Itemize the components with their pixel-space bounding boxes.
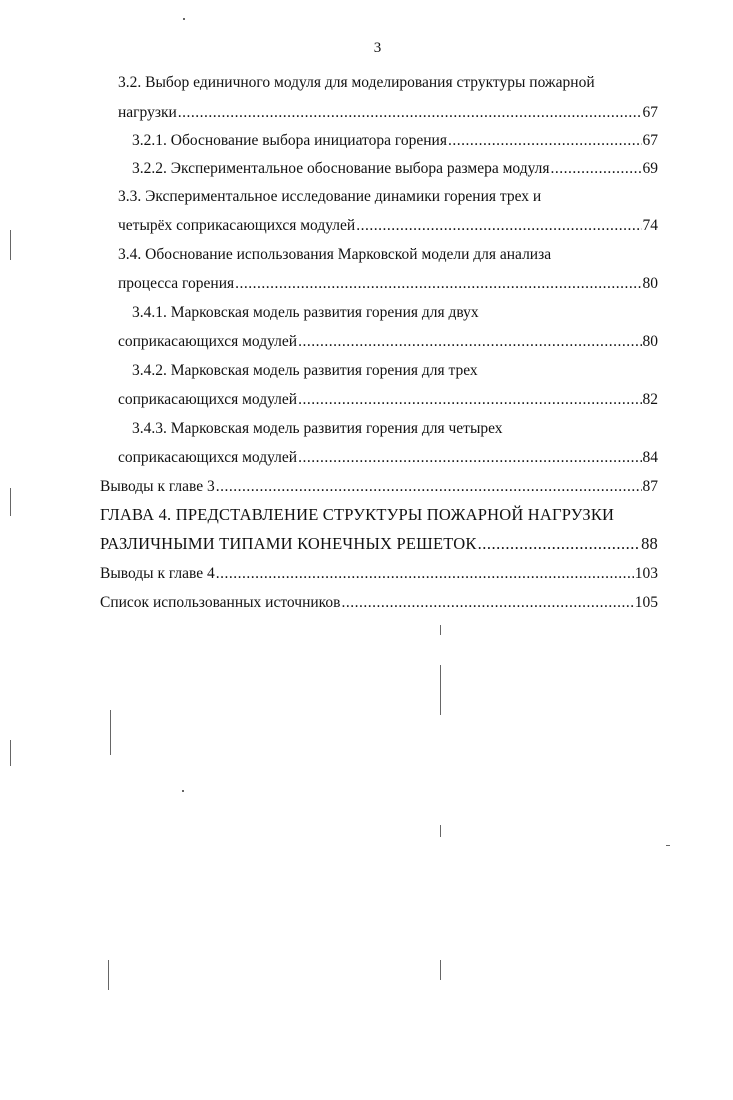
toc-page-number: 84 bbox=[642, 449, 658, 466]
toc-entry-chapter-4[interactable] bbox=[100, 533, 658, 555]
scan-artifact bbox=[108, 960, 109, 990]
toc-entry-references[interactable] bbox=[100, 592, 658, 614]
toc-page-number: 67 bbox=[642, 104, 658, 121]
toc-entry-conclusions-4[interactable] bbox=[100, 563, 658, 585]
toc-entry-3-4-3-title: 3.4.3. Марковская модель развития горения для четырех bbox=[132, 420, 503, 437]
toc-page-number: 80 bbox=[642, 333, 658, 350]
toc-entry-label: Выводы к главе 4 bbox=[100, 565, 215, 582]
leader-dots bbox=[298, 331, 641, 353]
toc-entry-conclusions-3[interactable] bbox=[100, 476, 658, 498]
page-number: 3 bbox=[373, 40, 382, 56]
scan-artifact bbox=[440, 665, 441, 715]
scan-artifact bbox=[440, 960, 441, 980]
toc-entry-label: четырёх соприкасающихся модулей bbox=[118, 217, 356, 234]
scan-artifact bbox=[110, 710, 111, 755]
toc-page-number: 80 bbox=[642, 275, 658, 292]
leader-dots bbox=[235, 273, 641, 295]
scan-artifact bbox=[10, 230, 11, 260]
toc-entry-3-2[interactable] bbox=[118, 102, 658, 124]
toc-entry-3-4-2-title: 3.4.2. Марковская модель развития горения для трех bbox=[132, 362, 478, 379]
leader-dots bbox=[216, 476, 642, 498]
toc-page-number: 67 bbox=[642, 132, 658, 149]
toc-entry-3-3[interactable] bbox=[118, 215, 658, 237]
leader-dots bbox=[341, 592, 633, 614]
toc-page-number: 88 bbox=[641, 534, 658, 553]
toc-entry-label: Выводы к главе 3 bbox=[100, 478, 215, 495]
leader-dots bbox=[551, 158, 642, 180]
toc-page-number: 69 bbox=[642, 160, 658, 177]
leader-dots bbox=[216, 563, 634, 585]
toc-entry-label: соприкасающихся модулей bbox=[118, 449, 298, 466]
toc-page-number: 82 bbox=[642, 391, 658, 408]
toc-entry-3-4-1-title: 3.4.1. Марковская модель развития горения для двух bbox=[132, 304, 479, 321]
leader-dots bbox=[448, 130, 642, 152]
toc-entry-3-2-1[interactable] bbox=[132, 130, 658, 152]
toc-entry-label: Список использованных источников bbox=[100, 594, 341, 611]
leader-dots bbox=[478, 533, 640, 555]
toc-entry-3-4-2[interactable] bbox=[118, 389, 658, 411]
scan-artifact bbox=[10, 740, 11, 766]
toc-page-number: 105 bbox=[634, 594, 658, 611]
toc-entry-3-4-title: 3.4. Обоснование использования Марковской модели для анализа bbox=[118, 246, 552, 263]
toc-entry-label: процесса горения bbox=[118, 275, 235, 292]
scan-artifact bbox=[440, 625, 441, 635]
scan-artifact bbox=[10, 488, 11, 516]
toc-entry-3-4[interactable] bbox=[118, 273, 658, 295]
toc-entry-label: 3.2.1. Обоснование выбора инициатора горения bbox=[132, 132, 447, 149]
leader-dots bbox=[178, 102, 642, 124]
toc-page-number: 103 bbox=[634, 565, 658, 582]
toc-entry-3-2-2[interactable] bbox=[132, 158, 658, 180]
toc-entry-3-3-title: 3.3. Экспериментальное исследование динамики горения трех и bbox=[118, 188, 542, 205]
toc-entry-label: 3.2.2. Экспериментальное обоснование выбора размера модуля bbox=[132, 160, 550, 177]
toc-entry-label: соприкасающихся модулей bbox=[118, 333, 298, 350]
toc-entry-chapter-4-title: ГЛАВА 4. ПРЕДСТАВЛЕНИЕ СТРУКТУРЫ ПОЖАРНОЙ НАГРУЗКИ bbox=[100, 505, 615, 524]
toc-page-number: 74 bbox=[642, 217, 658, 234]
leader-dots bbox=[298, 447, 641, 469]
toc-entry-3-4-1[interactable] bbox=[118, 331, 658, 353]
scan-artifact bbox=[183, 18, 185, 20]
toc-entry-label: соприкасающихся модулей bbox=[118, 391, 298, 408]
leader-dots bbox=[298, 389, 641, 411]
leader-dots bbox=[356, 215, 641, 237]
scan-artifact bbox=[182, 790, 184, 792]
toc-entry-label: РАЗЛИЧНЫМИ ТИПАМИ КОНЕЧНЫХ РЕШЕТОК bbox=[100, 534, 477, 553]
toc-entry-3-2-title: 3.2. Выбор единичного модуля для моделирования структуры пожарной bbox=[118, 74, 595, 91]
scan-artifact bbox=[666, 845, 670, 846]
scan-artifact bbox=[440, 825, 441, 837]
toc-entry-label: нагрузки bbox=[118, 104, 177, 121]
toc-page-number: 87 bbox=[642, 478, 658, 495]
toc-entry-3-4-3[interactable] bbox=[118, 447, 658, 469]
